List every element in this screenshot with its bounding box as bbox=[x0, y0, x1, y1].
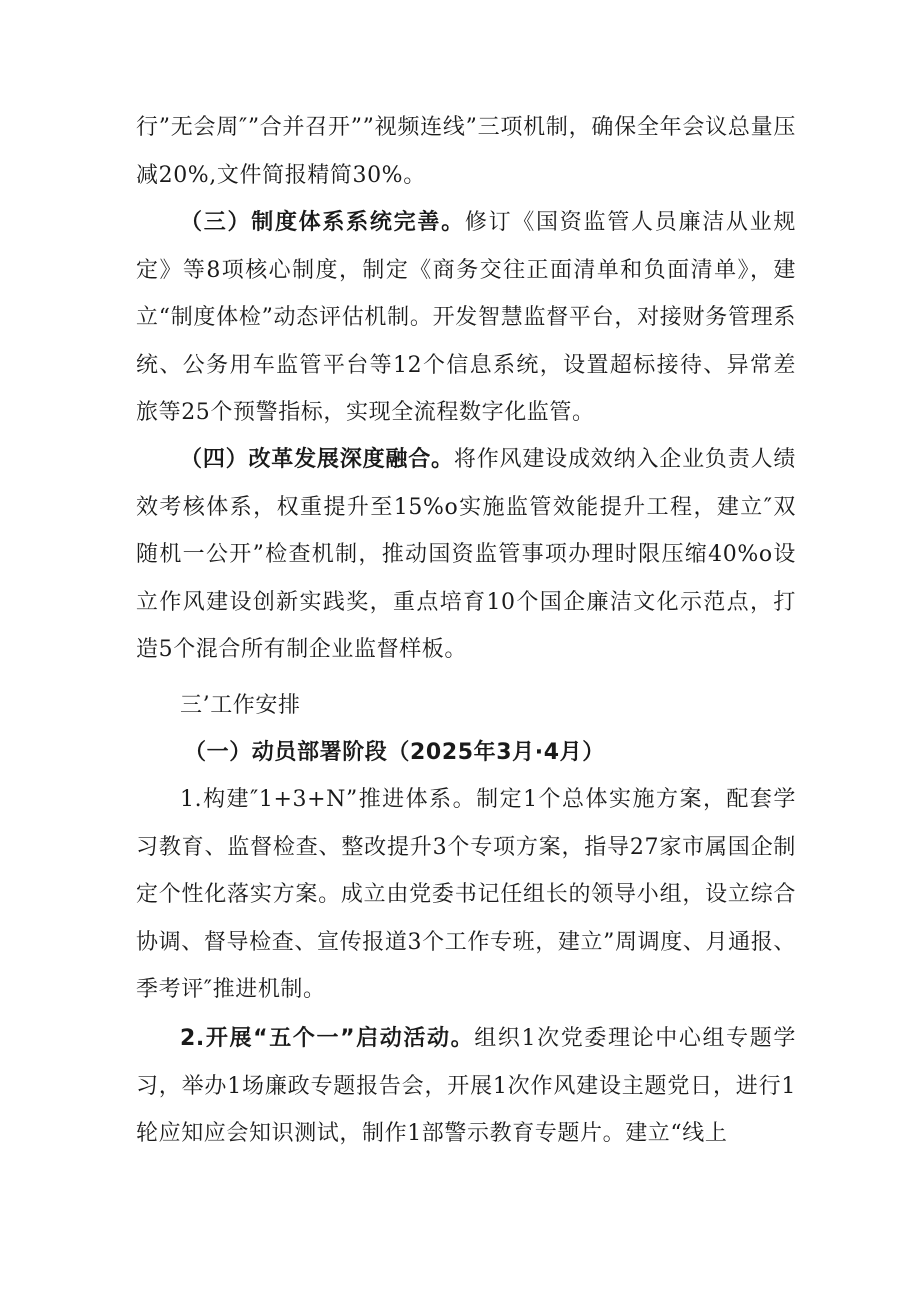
paragraph-lead-heading: 2.开展“五个一”启动活动。 bbox=[180, 1026, 475, 1051]
section-heading: 三’工作安排 bbox=[180, 693, 301, 718]
paragraph-text: 将作风建设成效纳入企业负责人绩效考核体系，权重提升至15%o实施监管效能提升工程，建立″双随机一公开”检查机制，推动国资监管事项办理时限压缩40%o设立作风建设创新实践奖，重点培育10个国企廉洁文化示范点，打造5个混合所有制企业监督样板。 bbox=[136, 447, 796, 662]
paragraph-text: 1.构建″1+3+N”推进体系。制定1个总体实施方案，配套学习教育、监督检查、整改提升3个专项方案，指导27家市属国企制定个性化落实方案。成立由党委书记任组长的领导小组，设立综合协调、督导检查、宣传报道3个工作专班，建立”周调度、月通报、季考评″推进机制。 bbox=[136, 787, 796, 1002]
paragraph-text: 行”无会周″”合并召开””视频连线”三项机制，确保全年会议总量压减20%,文件简报精简30%。 bbox=[136, 115, 796, 188]
paragraph-text: 组织1次党委理论中心组专题学习，举办1场廉政专题报告会，开展1次作风建设主题党日，进行1轮应知应会知识测试，制作1部警示教育专题片。建立“线上 bbox=[136, 1026, 796, 1146]
paragraph-lead-heading: （四）改革发展深度融合。 bbox=[180, 447, 454, 472]
sub-heading: （一）动员部署阶段（2025年3月·4月） bbox=[184, 740, 605, 765]
paragraph-meeting-reduction bbox=[136, 104, 796, 199]
paragraph-reform-integration bbox=[136, 436, 796, 674]
paragraph-launch-activities bbox=[136, 1015, 796, 1158]
paragraph-text: 修订《国资监管人员廉洁从业规定》等8项核心制度，制定《商务交往正面清单和负面清单》，建立“制度体检”动态评估机制。开发智慧监督平台，对接财务管理系统、公务用车监管平台等12个信息系统，设置超标接待、异常差旅等25个预警指标，实现全流程数字化监管。 bbox=[136, 210, 797, 425]
paragraph-institutional-system bbox=[136, 199, 796, 437]
paragraph-lead-heading: （三）制度体系系统完善。 bbox=[180, 210, 465, 235]
paragraph-promotion-system bbox=[136, 776, 796, 1014]
